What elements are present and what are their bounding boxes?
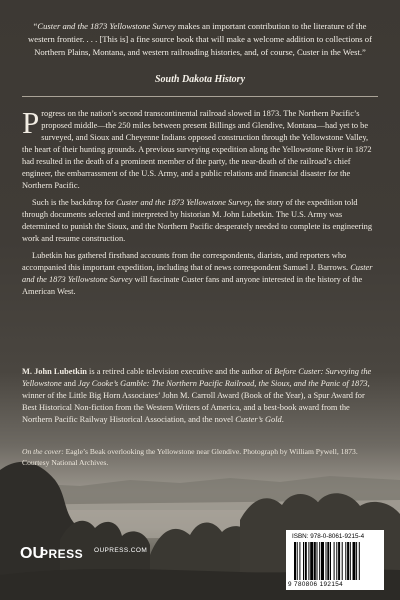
barcode-digits: 9 780806 192154	[288, 581, 344, 588]
barcode-bar	[308, 542, 309, 580]
ou-logo-mark: OU	[20, 545, 44, 562]
barcode-bar	[317, 542, 318, 580]
barcode-bar	[294, 542, 296, 580]
barcode-bars	[294, 542, 378, 580]
barcode-bar	[338, 542, 340, 580]
barcode-bar	[359, 542, 360, 580]
barcode-bar	[342, 542, 343, 580]
publisher-website: OUPRESS.COM	[94, 547, 148, 554]
barcode-bar	[334, 542, 335, 580]
barcode-bar	[356, 542, 357, 580]
barcode-bar	[319, 542, 320, 580]
barcode-bar	[299, 542, 300, 580]
bio-book-2: Jay Cooke’s Gamble: The Northern Pacific Railroad, the Sioux, and the Panic of 1873,	[78, 379, 370, 388]
bio-book-3: Custer’s Gold	[235, 415, 282, 424]
paragraph-2-text-b: the story of the expedition told through documents selected and interpreted by historian M. John Lubetkin. The U.S. Army was determined to punish the Sioux, and the Northern Pacific desperately needed to complete its engineering work and resume construction.	[22, 198, 373, 243]
author-bio	[22, 366, 380, 426]
barcode-bar	[310, 542, 313, 580]
cover-credit-text: Eagle’s Beak overlooking the Yellowstone near Glendive. Photograph by William Pywell, 1873. Courtesy National Archives.	[22, 447, 358, 467]
bio-book-1: Before Custer: Surveying the Yellowstone	[22, 367, 372, 388]
paragraph-2	[22, 197, 380, 245]
barcode-bar	[297, 542, 298, 580]
paragraph-3	[22, 250, 380, 298]
paragraph-3-text-b: will fascinate Custer fans and anyone interested in the history of the American West.	[22, 275, 363, 296]
paragraph-3-text-a: Lubetkin has gathered firsthand accounts from the correspondents, diarists, and reporters who accompanied this important expedition, including that of news correspondent Samuel J. Barrows.	[22, 251, 351, 272]
bio-text-3: winner of the Little Big Horn Associates’ John M. Carroll Award (Book of the Year), a Spur Award for Best Historical Non-fiction from the Western Writers of America, and a best-book award from the Northern Pacific Railway Historical Association, and the novel	[22, 391, 365, 424]
review-quote	[22, 20, 378, 59]
paragraph-2-text-a: Such is the backdrop for	[32, 198, 116, 207]
author-name: M. John Lubetkin	[22, 367, 87, 376]
quote-source: South Dakota History	[154, 74, 246, 85]
paragraph-1	[22, 105, 380, 192]
press-wordmark: PRESS	[40, 547, 84, 561]
cover-credit	[22, 446, 380, 468]
quote-book-title: Custer and the 1873 Yellowstone Survey	[37, 21, 176, 31]
bio-text-4: .	[281, 415, 284, 424]
cover-credit-label: On the cover:	[22, 447, 64, 456]
barcode-bar	[321, 542, 324, 580]
barcode-bar	[305, 542, 307, 580]
barcode-bar	[314, 542, 316, 580]
barcode-bar	[347, 542, 349, 580]
barcode-bar	[350, 542, 351, 580]
barcode-bar	[336, 542, 337, 580]
description	[22, 105, 380, 303]
bio-text-1: is a retired cable television executive and the author of	[86, 367, 275, 376]
barcode-bar	[327, 542, 329, 580]
barcode-bar	[353, 542, 356, 580]
publisher-logo	[20, 544, 90, 562]
barcode-bar	[345, 542, 346, 580]
paragraph-3-book-title: Custer and the 1873 Yellowstone Survey	[22, 263, 373, 284]
barcode-bar	[303, 542, 304, 580]
quote-text: makes an important contribution to the literature of the western frontier. . . . [This is] a fine source book that will make a welcome addition to collections of Northern Plains, Montana, and western railroading histories, and, of course, Custer in the West.”	[28, 21, 372, 57]
barcode-bar	[326, 542, 327, 580]
paragraph-1-text: rogress on the nation’s second transcontinental railroad slowed in 1873. The Northern Pacific’s proposed middle—the 250 miles between present Billings and Glendive, Montana—had yet to be surveyed, and Sioux and Cheyenne Indians opposed construction through the Yellowstone Valley, the heart of their hunting grounds. A previous surveying expedition along the Yellowstone River in 1872 had resulted in the death of a prominent member of the party, the near-death of the railroad’s chief engineer, the embarrassment of the U.S. Army, and a public relations and financial disaster for the Northern Pacific.	[22, 109, 372, 190]
isbn-text: ISBN: 978-0-8061-9215-4	[292, 533, 365, 540]
drop-cap: P	[22, 105, 40, 140]
paragraph-2-book-title: Custer and the 1873 Yellowstone Survey,	[115, 198, 253, 207]
quote-open-mark: “	[33, 21, 38, 31]
bio-text-2: and	[61, 379, 78, 388]
divider-rule	[22, 96, 378, 97]
barcode	[286, 530, 384, 590]
barcode-bar	[330, 542, 331, 580]
